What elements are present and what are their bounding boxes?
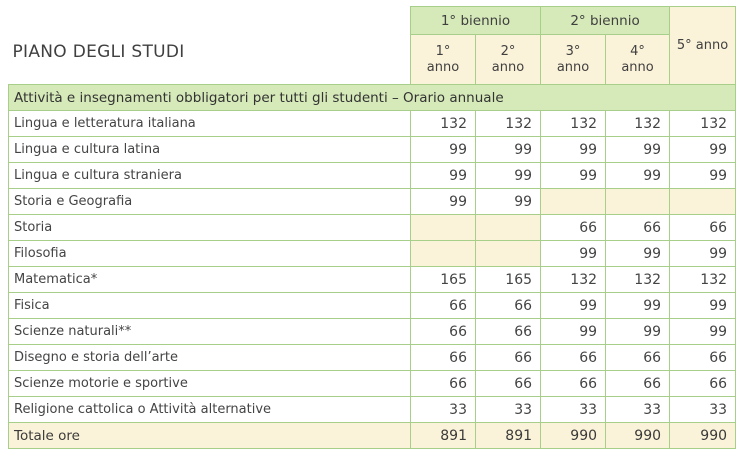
hours-cell: 33 — [476, 397, 541, 423]
subject-cell: Scienze motorie e sportive — [9, 371, 411, 397]
hours-cell: 132 — [411, 111, 476, 137]
hours-cell: 99 — [606, 241, 670, 267]
hours-cell: 66 — [606, 345, 670, 371]
hours-cell — [670, 189, 736, 215]
hours-cell: 990 — [541, 423, 606, 449]
hours-cell: 33 — [411, 397, 476, 423]
hours-cell: 66 — [670, 371, 736, 397]
subject-cell: Disegno e storia dell’arte — [9, 345, 411, 371]
subject-cell: Matematica* — [9, 267, 411, 293]
table-row — [9, 345, 736, 371]
table-row — [9, 189, 736, 215]
subject-cell: Totale ore — [9, 423, 411, 449]
hours-cell: 99 — [541, 319, 606, 345]
hours-cell: 99 — [670, 163, 736, 189]
hours-cell: 66 — [476, 319, 541, 345]
hours-cell: 132 — [606, 267, 670, 293]
hours-cell: 99 — [541, 137, 606, 163]
table-row — [9, 137, 736, 163]
hours-cell: 990 — [606, 423, 670, 449]
hours-cell: 33 — [541, 397, 606, 423]
hours-cell: 66 — [411, 319, 476, 345]
study-plan-table — [8, 6, 736, 449]
hours-cell: 99 — [476, 189, 541, 215]
table-row — [9, 293, 736, 319]
hours-cell: 33 — [670, 397, 736, 423]
hours-cell: 990 — [670, 423, 736, 449]
hours-cell: 66 — [476, 371, 541, 397]
hours-cell: 165 — [411, 267, 476, 293]
hours-cell: 99 — [541, 163, 606, 189]
year-header-1 — [411, 35, 476, 85]
hours-cell — [476, 241, 541, 267]
hours-cell: 66 — [476, 345, 541, 371]
subject-cell: Filosofia — [9, 241, 411, 267]
subject-cell: Scienze naturali** — [9, 319, 411, 345]
hours-cell: 66 — [411, 371, 476, 397]
subject-cell: Lingua e letteratura italiana — [9, 111, 411, 137]
hours-cell: 132 — [670, 111, 736, 137]
hours-cell: 66 — [476, 293, 541, 319]
hours-cell: 66 — [541, 371, 606, 397]
table-row — [9, 215, 736, 241]
subject-cell: Lingua e cultura latina — [9, 137, 411, 163]
hours-cell: 99 — [606, 137, 670, 163]
subject-cell: Lingua e cultura straniera — [9, 163, 411, 189]
hours-cell: 66 — [411, 345, 476, 371]
subject-cell: Storia — [9, 215, 411, 241]
table-body — [9, 85, 736, 449]
table-row — [9, 267, 736, 293]
page-title: PIANO DEGLI STUDI — [9, 7, 411, 85]
section-row — [9, 85, 736, 111]
table-row — [9, 319, 736, 345]
year-header-3-label: 3° anno — [556, 43, 590, 75]
group-header-second-biennio: 2° biennio — [541, 7, 670, 35]
subject-cell: Storia e Geografia — [9, 189, 411, 215]
hours-cell: 99 — [541, 241, 606, 267]
hours-cell: 66 — [606, 371, 670, 397]
hours-cell: 165 — [476, 267, 541, 293]
year-header-fifth: 5° anno — [670, 7, 736, 85]
hours-cell: 66 — [670, 215, 736, 241]
table-row — [9, 163, 736, 189]
hours-cell: 66 — [606, 215, 670, 241]
year-header-2 — [476, 35, 541, 85]
hours-cell: 99 — [606, 293, 670, 319]
table-row — [9, 241, 736, 267]
hours-cell — [411, 215, 476, 241]
hours-cell: 99 — [670, 137, 736, 163]
hours-cell — [411, 241, 476, 267]
hours-cell: 99 — [541, 293, 606, 319]
hours-cell: 99 — [411, 137, 476, 163]
year-header-1-label: 1° anno — [426, 43, 460, 75]
hours-cell: 99 — [411, 163, 476, 189]
year-header-4 — [606, 35, 670, 85]
hours-cell: 33 — [606, 397, 670, 423]
year-header-3 — [541, 35, 606, 85]
hours-cell: 891 — [476, 423, 541, 449]
hours-cell: 99 — [606, 319, 670, 345]
hours-cell: 99 — [670, 293, 736, 319]
hours-cell — [476, 215, 541, 241]
subject-cell: Fisica — [9, 293, 411, 319]
hours-cell: 891 — [411, 423, 476, 449]
year-header-4-label: 4° anno — [621, 43, 654, 75]
hours-cell: 99 — [476, 163, 541, 189]
hours-cell: 132 — [670, 267, 736, 293]
hours-cell: 99 — [476, 137, 541, 163]
table-row — [9, 397, 736, 423]
hours-cell: 99 — [411, 189, 476, 215]
hours-cell: 66 — [541, 345, 606, 371]
year-header-2-label: 2° anno — [491, 43, 525, 75]
hours-cell: 99 — [606, 163, 670, 189]
table-row — [9, 111, 736, 137]
subject-cell: Religione cattolica o Attività alternative — [9, 397, 411, 423]
hours-cell: 132 — [606, 111, 670, 137]
hours-cell: 99 — [670, 241, 736, 267]
hours-cell: 66 — [670, 345, 736, 371]
total-row — [9, 423, 736, 449]
table-row — [9, 371, 736, 397]
hours-cell: 132 — [541, 111, 606, 137]
hours-cell: 132 — [541, 267, 606, 293]
group-header-first-biennio: 1° biennio — [411, 7, 541, 35]
hours-cell: 132 — [476, 111, 541, 137]
hours-cell: 66 — [411, 293, 476, 319]
hours-cell: 99 — [670, 319, 736, 345]
hours-cell: 66 — [541, 215, 606, 241]
hours-cell — [606, 189, 670, 215]
section-title: Attività e insegnamenti obbligatori per tutti gli studenti – Orario annuale — [9, 85, 736, 111]
hours-cell — [541, 189, 606, 215]
